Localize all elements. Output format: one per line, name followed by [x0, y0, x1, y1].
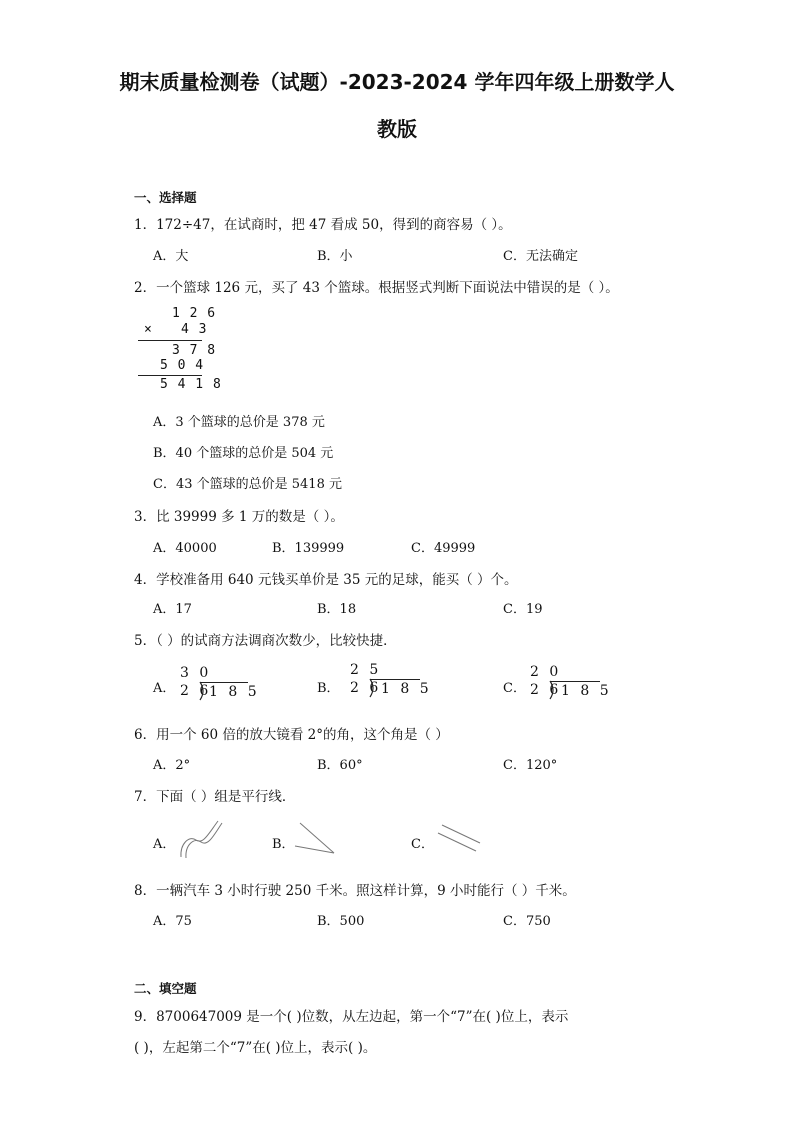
curved-lines-figure: [176, 818, 224, 860]
q7-option-b-label: B．: [272, 837, 295, 852]
q3-option-b[interactable]: B．139999: [272, 541, 345, 556]
q5-b-quotient: 2 5: [350, 662, 382, 678]
q5-option-a-label: A．: [153, 681, 176, 696]
question-1: 1．172÷47，在试商时，把 47 看成 50，得到的商容易（ ）。: [134, 217, 512, 233]
q3-option-a[interactable]: A．40000: [153, 541, 217, 556]
page-title: 期末质量检测卷（试题）-2023-2024 学年四年级上册数学人: [119, 70, 675, 94]
q5-c-bracket: [547, 680, 557, 700]
q5-c-divisor: 2 6: [530, 682, 562, 698]
question-9-line-1: 9．8700647009 是一个( )位数，从左边起，第一个“7”在( )位上，表示: [134, 1009, 569, 1025]
q6-option-c[interactable]: C．120°: [503, 758, 558, 773]
question-2: 2．一个篮球 126 元，买了 43 个篮球。根据竖式判断下面说法中错误的是（ ）。: [134, 280, 619, 296]
q5-c-division-bar: [550, 681, 600, 682]
section-heading-choice: 一、选择题: [134, 190, 197, 205]
q1-option-c[interactable]: C．无法确定: [503, 249, 578, 264]
calc-rule-2: [138, 375, 202, 376]
parallel-lines-figure: [436, 822, 482, 854]
page-title-continued: 教版: [377, 117, 417, 141]
question-9-line-2: ( )，左起第二个“7”在( )位上，表示( )。: [134, 1040, 377, 1056]
q5-a-quotient: 3 0: [180, 665, 212, 681]
q7-option-a-label: A．: [153, 837, 176, 852]
question-5: 5．（ ）的试商方法调商次数少，比较快捷．: [134, 633, 397, 649]
final-product: 5 4 1 8: [160, 377, 222, 392]
q5-a-dividend: 1 8 5: [209, 684, 260, 700]
partial-product-1: 3 7 8: [172, 343, 217, 358]
q4-option-a[interactable]: A．17: [153, 602, 192, 617]
question-4: 4．学校准备用 640 元钱买单价是 35 元的足球，能买（ ）个。: [134, 572, 518, 588]
q5-b-bracket: [367, 678, 377, 698]
q3-option-c[interactable]: C．49999: [411, 541, 476, 556]
partial-product-2: 5 0 4: [160, 358, 205, 373]
q1-option-a[interactable]: A．大: [153, 249, 189, 264]
calc-rule-1: [138, 340, 202, 341]
q5-option-c-label: C．: [503, 681, 526, 696]
multiplier: 4 3: [181, 322, 208, 337]
q5-b-division-bar: [370, 679, 420, 680]
q5-c-quotient: 2 0: [530, 664, 562, 680]
q8-option-b[interactable]: B．500: [317, 914, 365, 929]
q6-option-a[interactable]: A．2°: [153, 758, 191, 773]
q5-b-divisor: 2 6: [350, 680, 382, 696]
q5-option-b-label: B．: [317, 681, 340, 696]
q6-option-b[interactable]: B．60°: [317, 758, 363, 773]
intersecting-lines-figure: [294, 820, 338, 856]
q5-b-dividend: 1 8 5: [381, 681, 432, 697]
q4-option-c[interactable]: C．19: [503, 602, 543, 617]
question-6: 6．用一个 60 倍的放大镜看 2°的角，这个角是（ ）: [134, 727, 449, 743]
section-heading-fill: 二、填空题: [134, 981, 197, 996]
q5-c-dividend: 1 8 5: [561, 683, 612, 699]
q7-option-c-label: C．: [411, 837, 434, 852]
q2-option-a[interactable]: A．3 个篮球的总价是 378 元: [153, 415, 325, 430]
question-8: 8．一辆汽车 3 小时行驶 250 千米。照这样计算，9 小时能行（ ）千米。: [134, 883, 576, 899]
q5-a-division-bar: [200, 682, 248, 683]
q4-option-b[interactable]: B．18: [317, 602, 357, 617]
q2-option-b[interactable]: B．40 个篮球的总价是 504 元: [153, 446, 334, 461]
q5-a-divisor: 2 6: [180, 683, 212, 699]
q2-option-c[interactable]: C．43 个篮球的总价是 5418 元: [153, 477, 342, 492]
question-7: 7．下面（ ）组是平行线．: [134, 789, 296, 805]
question-3: 3．比 39999 多 1 万的数是（ ）。: [134, 509, 344, 525]
q5-a-bracket: [197, 681, 207, 701]
q1-option-b[interactable]: B．小: [317, 249, 353, 264]
multiplicand: 1 2 6: [172, 306, 217, 321]
q8-option-a[interactable]: A．75: [153, 914, 192, 929]
multiply-sign: ×: [144, 322, 153, 337]
q8-option-c[interactable]: C．750: [503, 914, 551, 929]
